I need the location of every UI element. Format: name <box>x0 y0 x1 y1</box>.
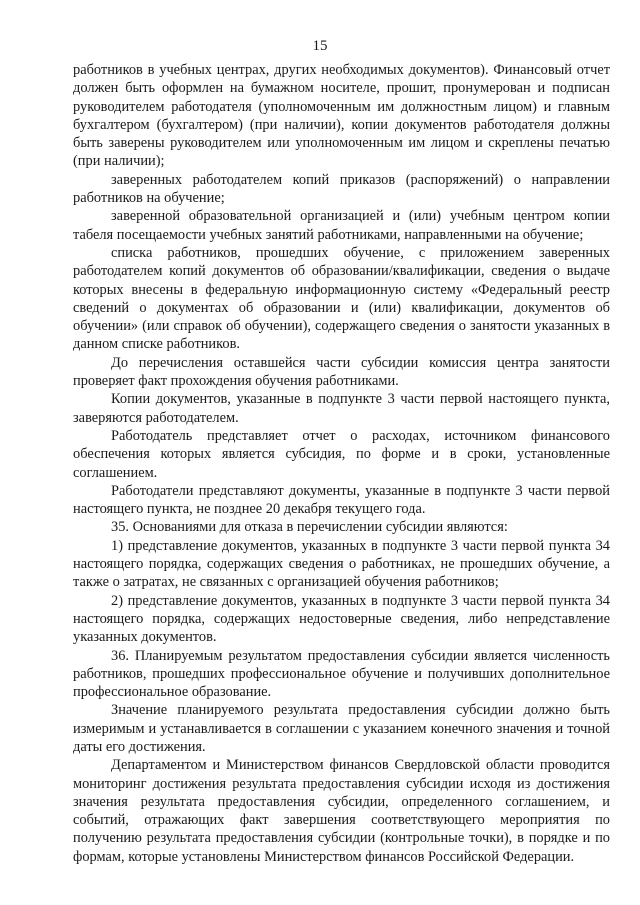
paragraph-item-36: 36. Планируемым результатом предоставления субсидии является численность работников, прошедших профессиональное обучение и получивших дополнительное профессиональное образование. <box>73 647 610 701</box>
paragraph-item-35-2: 2) представление документов, указанных в подпункте 3 части первой пункта 34 настоящего порядка, содержащих недостоверные сведения, либо непредставление указанных документов. <box>73 592 610 646</box>
paragraph-expense-report: Работодатель представляет отчет о расходах, источником финансового обеспечения которых является субсидия, по форме и в сроки, установленные соглашением. <box>73 427 610 481</box>
paragraph-commission-check: До перечисления оставшейся части субсидии комиссия центра занятости проверяет факт прохождения обучения работниками. <box>73 354 610 390</box>
paragraph-item-35-1: 1) представление документов, указанных в подпункте 3 части первой пункта 34 настоящего порядка, содержащих сведения о работниках, не прошедших обучение, а также о затратах, не связанных с организацией обучения работников; <box>73 537 610 591</box>
paragraph-deadline: Работодатели представляют документы, указанные в подпункте 3 части первой настоящего пункта, не позднее 20 декабря текущего года. <box>73 482 610 518</box>
document-body <box>73 61 610 866</box>
paragraph-workers-list: списка работников, прошедших обучение, с приложением заверенных работодателем копий документов об образовании/квалификации, сведения о выдаче которых внесены в федеральную информационную систему «Федеральный реестр сведений о документах об образовании и (или) квалификации, документов об обучении» (или справок об обучении), содержащего сведения о занятости указанных в данном списке работников. <box>73 244 610 353</box>
paragraph-monitoring: Департаментом и Министерством финансов Свердловской области проводится мониторинг достижения результата предоставления субсидии исходя из достижения значения результата предоставления субсидии, определенного соглашением, и событий, отражающих факт завершения соответствующего мероприятия по получению результата предоставления субсидии (контрольные точки), в порядке и по формам, которые установлены Министерством финансов Российской Федерации. <box>73 757 610 865</box>
paragraph-continuation: работников в учебных центрах, других необходимых документов). Финансовый отчет должен быть оформлен на бумажном носителе, прошит, пронумерован и подписан руководителем работодателя (уполномоченным им должностным лицом) и главным бухгалтером (бухгалтером) (при наличии), копии документов работодателя должны быть заверены руководителем или уполномоченным им лицом и скреплены печатью (при наличии); <box>73 62 610 170</box>
paragraph-attendance-sheet: заверенной образовательной организацией и (или) учебным центром копии табеля посещаемости учебных занятий работниками, направленными на обучение; <box>73 208 610 243</box>
page-number: 15 <box>312 38 328 54</box>
paragraph-result-value: Значение планируемого результата предоставления субсидии должно быть измеримым и устанавливается в соглашении с указанием конечного значения и точной даты его достижения. <box>73 702 610 755</box>
paragraph-item-35: 35. Основаниями для отказа в перечислении субсидии являются: <box>111 519 508 536</box>
paragraph-copies-certified: Копии документов, указанные в подпункте 3 части первой настоящего пункта, заверяются работодателем. <box>73 391 610 426</box>
paragraph-orders-copies: заверенных работодателем копий приказов (распоряжений) о направлении работников на обучение; <box>73 171 610 207</box>
